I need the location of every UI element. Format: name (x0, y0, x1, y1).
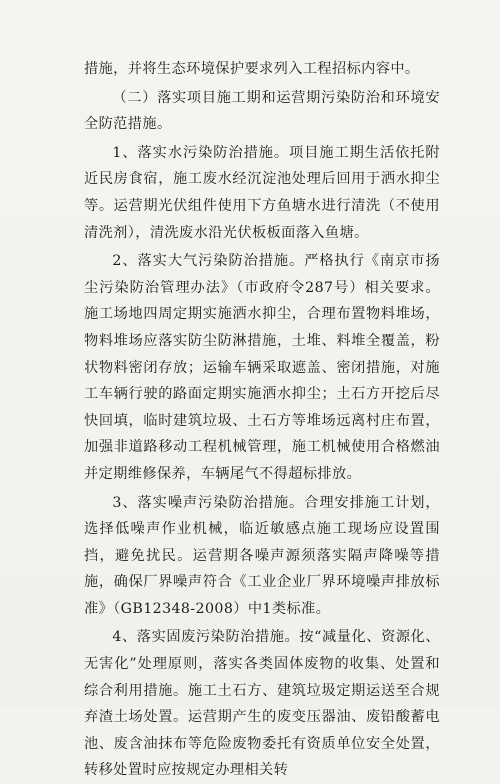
paragraph-section-heading: （二）落实项目施工期和运营期污染防治和环境安全防范措施。 (84, 89, 440, 133)
paragraph-intro-continuation: 措施，并将生态环境保护要求列入工程招标内容中。 (84, 61, 420, 77)
paragraph-noise-pollution: 3、落实噪声污染防治措施。合理安排施工计划，选择低噪声作业机械，临近敏感点施工现场应设置围挡，避免扰民。运营期各噪声源须落实隔声降噪等措施，确保厂界噪声符合《工业企业厂界环境噪声排放标准》（GB12348-2008）中1类标准。 (84, 494, 440, 617)
paragraph-solid-waste: 4、落实固废污染防治措施。按“减量化、资源化、无害化”处理原则，落实各类固体废物的收集、处置和综合利用措施。施工土石方、建筑垃圾定期运送至合规弃渣土场处置。运营期产生的废变压器油、废铅酸蓄电池、废含油抹布等危险废物委托有资质单位安全处置，转移处置时应按规定办理相关转 (84, 629, 440, 779)
paragraph-water-pollution: 1、落实水污染防治措施。项目施工期生活依托附近民房食宿，施工废水经沉淀池处理后回用于洒水抑尘等。运营期光伏组件使用下方鱼塘水进行清洗（不使用清洗剂），清洗废水沿光伏板板面落入鱼塘。 (84, 144, 440, 241)
paragraph-air-pollution: 2、落实大气污染防治措施。严格执行《南京市扬尘污染防治管理办法》（市政府令287号）相关要求。施工场地四周定期实施洒水抑尘，合理布置物料堆场，物料堆场应落实防尘防淋措施，土堆、料堆全覆盖，粉状物料密闭存放；运输车辆采取遮盖、密闭措施，对施工车辆行驶的路面定期实施洒水抑尘；土石方开挖后尽快回填，临时建筑垃圾、土石方等堆场远离村庄布置，加强非道路移动工程机械管理，施工机械使用合格燃油并定期维修保养，车辆尾气不得超标排放。 (84, 253, 440, 482)
